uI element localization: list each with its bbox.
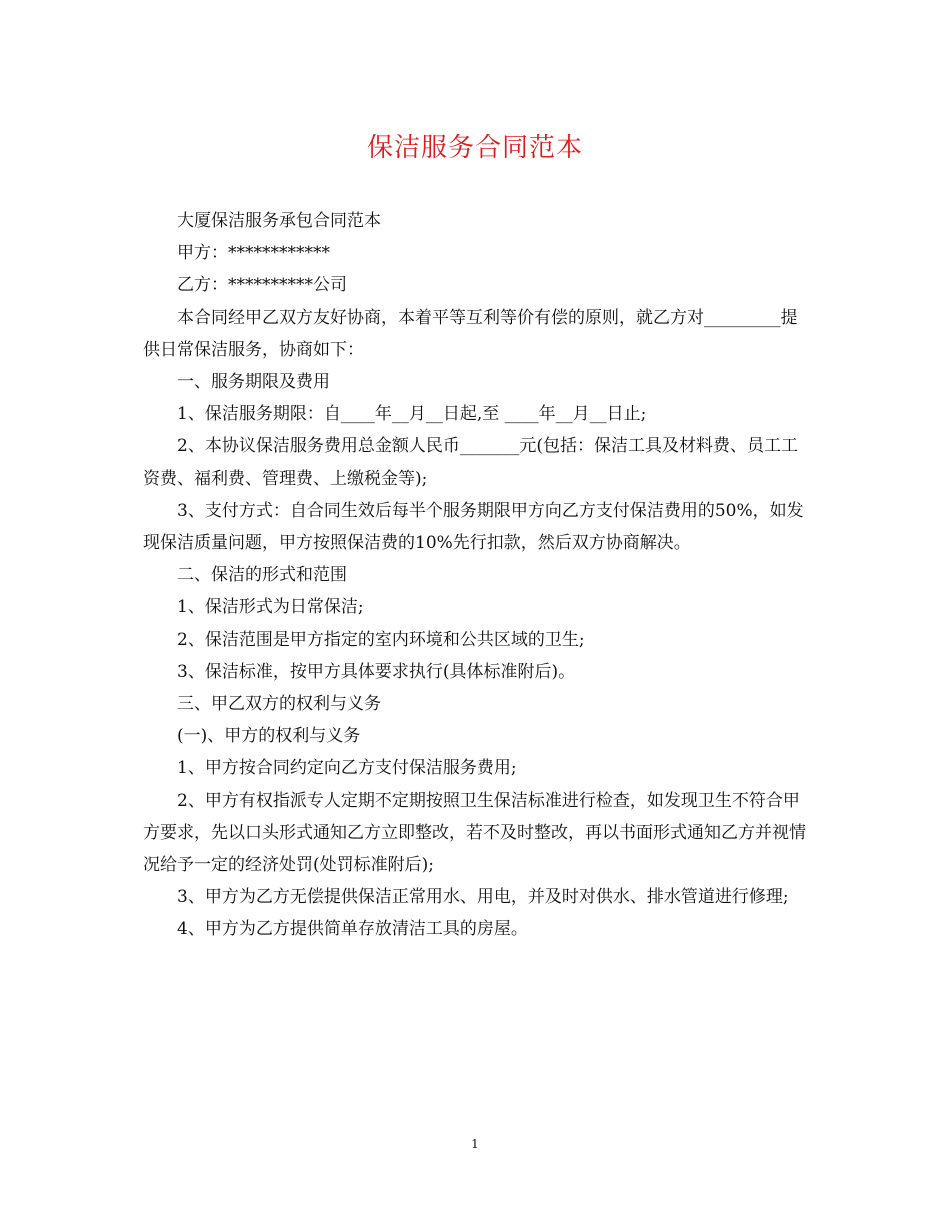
paragraph-party-a-payment: 1、甲方按合同约定向乙方支付保洁服务费用; <box>177 758 517 779</box>
paragraph-preamble: 本合同经甲乙双方友好协商，本着平等互利等价有偿的原则，就乙方对_________提供日常保洁服务，协商如下： <box>143 307 798 360</box>
page-number: 1 <box>471 1137 479 1151</box>
paragraph-party-b: 乙方：**********公司 <box>177 275 347 296</box>
paragraph-subtitle: 大厦保洁服务承包合同范本 <box>177 211 381 231</box>
section-heading-rights-obligations: 三、甲乙双方的权利与义务 <box>177 694 381 715</box>
paragraph-party-a-storage: 4、甲方为乙方提供简单存放清洁工具的房屋。 <box>177 919 528 940</box>
paragraph-party-a: 甲方：************ <box>177 243 330 264</box>
section-heading-cleaning-scope: 二、保洁的形式和范围 <box>177 565 347 586</box>
paragraph-term-dates: 1、保洁服务期限：自____年__月__日起,至 ____年__月__日止; <box>177 404 647 425</box>
paragraph-cleaning-form: 1、保洁形式为日常保洁; <box>177 597 364 618</box>
section-heading-service-term: 一、服务期限及费用 <box>177 372 330 393</box>
paragraph-party-a-utilities: 3、甲方为乙方无偿提供保洁正常用水、用电，并及时对供水、排水管道进行修理; <box>177 887 789 908</box>
paragraph-cleaning-range: 2、保洁范围是甲方指定的室内环境和公共区域的卫生; <box>177 629 585 650</box>
paragraph-payment-method: 3、支付方式：自合同生效后每半个服务期限甲方向乙方支付保洁费用的50%，如发现保洁质量问题，甲方按照保洁费的10%先行扣款，然后双方协商解决。 <box>143 500 804 554</box>
contract-body <box>143 205 808 946</box>
subsection-heading-party-a: (一)、甲方的权利与义务 <box>177 726 361 747</box>
paragraph-fee-amount: 2、本协议保洁服务费用总金额人民币_______元(包括：保洁工具及材料费、员工工资费、福利费、管理费、上缴税金等); <box>143 436 798 489</box>
paragraph-party-a-inspection: 2、甲方有权指派专人定期不定期按照卫生保洁标准进行检查，如发现卫生不符合甲方要求，先以口头形式通知乙方立即整改，若不及时整改，再以书面形式通知乙方并视情况给予一定的经济处罚(处罚标准附后); <box>143 790 806 876</box>
paragraph-cleaning-standard: 3、保洁标准，按甲方具体要求执行(具体标准附后)。 <box>177 661 576 682</box>
page-title: 保洁服务合同范本 <box>366 133 583 163</box>
